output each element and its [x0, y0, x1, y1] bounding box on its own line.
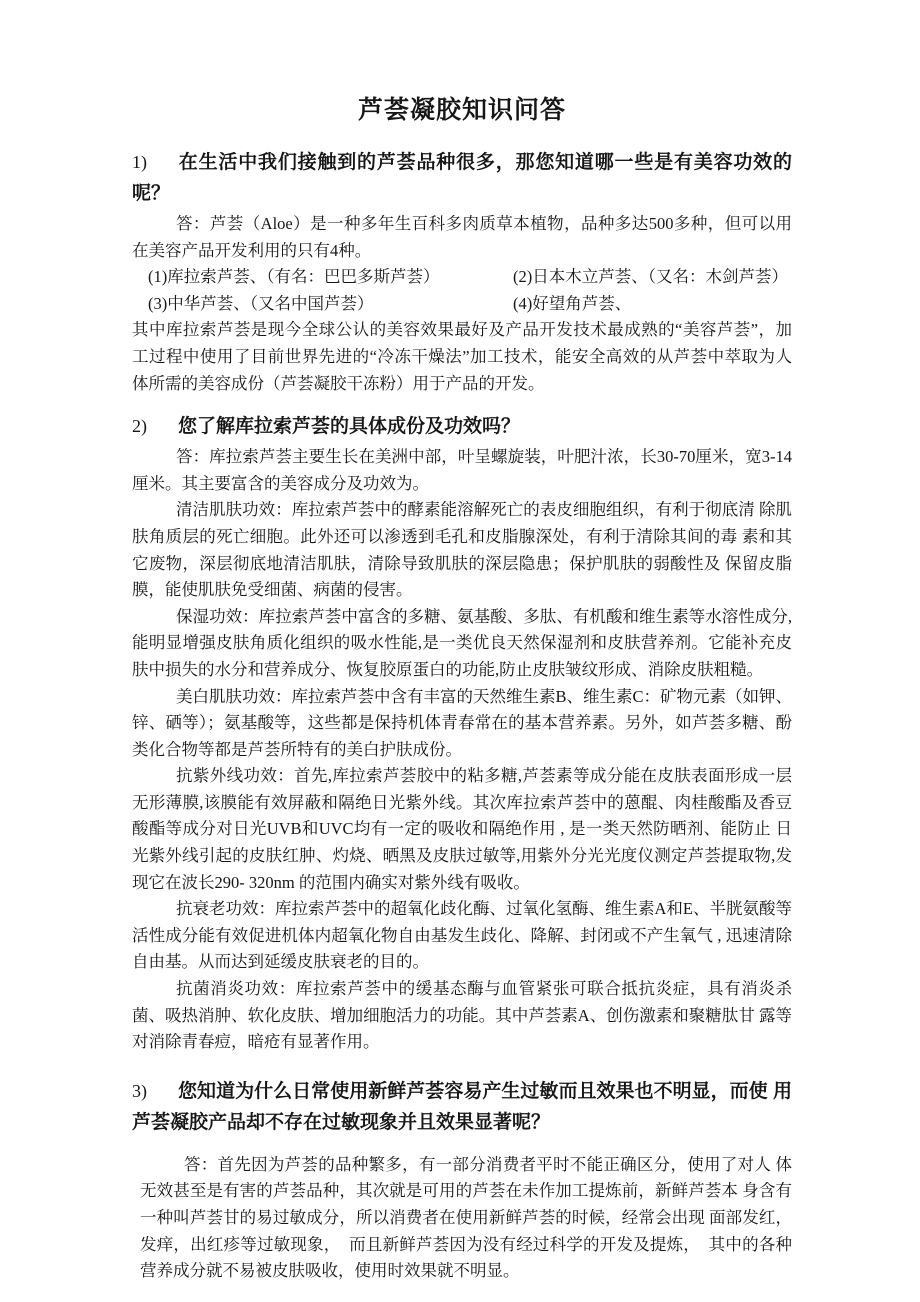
effect-paragraph-anti-inflammatory: 抗菌消炎功效：库拉索芦荟中的缓基态酶与血管紧张可联合抵抗炎症，具有消炎杀菌、吸热消肿、软化皮肤、增加细胞活力的功能。其中芦荟素A、创伤激素和聚糖肽甘 露等对消除青春痘，暗疮有显著作用。 [132, 979, 792, 1052]
aloe-variety-1: (1)库拉索芦荟、（有名：巴巴多斯芦荟） [148, 267, 440, 287]
question-2-answer-intro: 答：库拉索芦荟主要生长在美洲中部，叶呈螺旋装，叶肥汁浓，长30-70厘米，宽3-14厘米。其主要富含的美容成分及功效为。 [132, 447, 792, 493]
question-1-answer: 答：芦荟（Aloe）是一种多年生百科多肉质草本植物，品种多达500多种，但可以用在美容产品开发利用的只有4种。 [132, 214, 792, 260]
aloe-variety-3: (3)中华芦荟、（又名中国芦荟） [148, 293, 374, 313]
question-1-closing-paragraph: 其中库拉索芦荟是现今全球公认的美容效果最好及产品开发技术最成熟的“美容芦荟”，加 工过程中使用了目前世界先进的“冷冻干燥法”加工技术，能安全高效的从芦荟中萃取为人 体所需的美容成份（芦荟凝胶干冻粉）用于产品的开发。 [132, 320, 797, 393]
effect-paragraph-anti-aging: 抗衰老功效：库拉索芦荟中的超氧化歧化酶、过氧化氢酶、维生素A和E、半胱氨酸等活性成分能有效促进机体内超氧化物自由基发生歧化、降解、封闭或不产生氧气 , 迅速清除自由基。从而达到延缓皮肤衰老的目的。 [132, 899, 792, 972]
document-title: 芦荟凝胶知识问答 [357, 96, 566, 124]
question-3-answer: 答：首先因为芦荟的品种繁多，有一部分消费者平时不能正确区分，使用了对人 体无效甚至是有害的芦荟品种，其次就是可用的芦荟在未作加工提炼前，新鲜芦荟本 身含有一种叫芦荟甘的易过敏成分，所以消费者在使用新鲜芦荟的时候，经常会出现 面部发红，发痒，出红疹等过敏现象， 而且新鲜芦荟因为没有经过科学的开发及提炼， 其中的各种营养成分就不易被皮肤吸收，使用时效果就不明显。 [140, 1154, 793, 1281]
effect-paragraph-anti-uv: 抗紫外线功效：首先,库拉索芦荟胶中的粘多糖,芦荟素等成分能在皮肤表面形成一层无形薄膜,该膜能有效屏蔽和隔绝日光紫外线。其次库拉索芦荟中的蒽醌、肉桂酸酯及香豆酸酯等成分对日光UVB和UVC均有一定的吸收和隔绝作用 , 是一类天然防晒剂、能防止 日光紫外线引起的皮肤红肿、灼烧、晒黑及皮肤过敏等,用紫外分光光度仪测定芦荟提取物,发现它在波长290- 320nm 的范围内确实对紫外线有吸收。 [132, 766, 792, 892]
question-2-heading [132, 411, 792, 442]
question-1-number: 1) [132, 152, 147, 172]
question-3-section [132, 1076, 792, 1285]
question-2-section [132, 411, 797, 1056]
question-3-number: 3) [132, 1080, 147, 1101]
aloe-variety-2: (2)日本木立芦荟、（又名：木剑芦荟） [513, 267, 788, 287]
question-3-heading-text: 您知道为什么日常使用新鲜芦荟容易产生过敏而且效果也不明显，而使 用芦荟凝胶产品却不存在过敏现象并且效果显著呢？ [132, 1080, 792, 1133]
question-2-number: 2) [132, 416, 147, 437]
question-3-heading [132, 1076, 792, 1138]
aloe-variety-4: (4)好望角芦荟、 [513, 293, 632, 313]
aloe-variety-row-2 [132, 291, 792, 318]
question-1-heading [132, 147, 792, 209]
effect-paragraph-moisturizing: 保湿功效：库拉索芦荟中富含的多糖、氨基酸、多肽、有机酸和维生素等水溶性成分,能明显增强皮肤角质化组织的吸水性能,是一类优良天然保湿剂和皮肤营养剂。它能补充皮肤中损失的水分和营养成分、恢复胶原蛋白的功能,防止皮肤皱纹形成、消除皮肤粗糙。 [132, 606, 792, 679]
question-1-heading-text: 在生活中我们接触到的芦荟品种很多，那您知道哪一些是有美容功效的呢？ [132, 152, 792, 204]
effect-paragraph-whitening: 美白肌肤功效：库拉索芦荟中含有丰富的天然维生素B、维生素C：矿物元素（如钾、锌、硒等）；氨基酸等，这些都是保持机体青春常在的基本营养素。另外，如芦荟多糖、酚 类化合物等都是芦荟所特有的美白护肤成份。 [132, 686, 797, 759]
question-2-heading-text: 您了解库拉索芦荟的具体成份及功效吗？ [178, 416, 521, 438]
aloe-variety-row-1 [132, 264, 792, 291]
question-1-section [132, 147, 797, 397]
effect-paragraph-cleansing: 清洁肌肤功效：库拉索芦荟中的酵素能溶解死亡的表皮细胞组织，有利于彻底清 除肌肤角质层的死亡细胞。此外还可以渗透到毛孔和皮脂腺深处，有利于清除其间的毒 素和其它废物，深层彻底地清洁肌肤，清除导致肌肤的深层隐患；保护肌肤的弱酸性及 保留皮脂膜，能使肌肤免受细菌、病菌的侵害。 [132, 500, 792, 600]
